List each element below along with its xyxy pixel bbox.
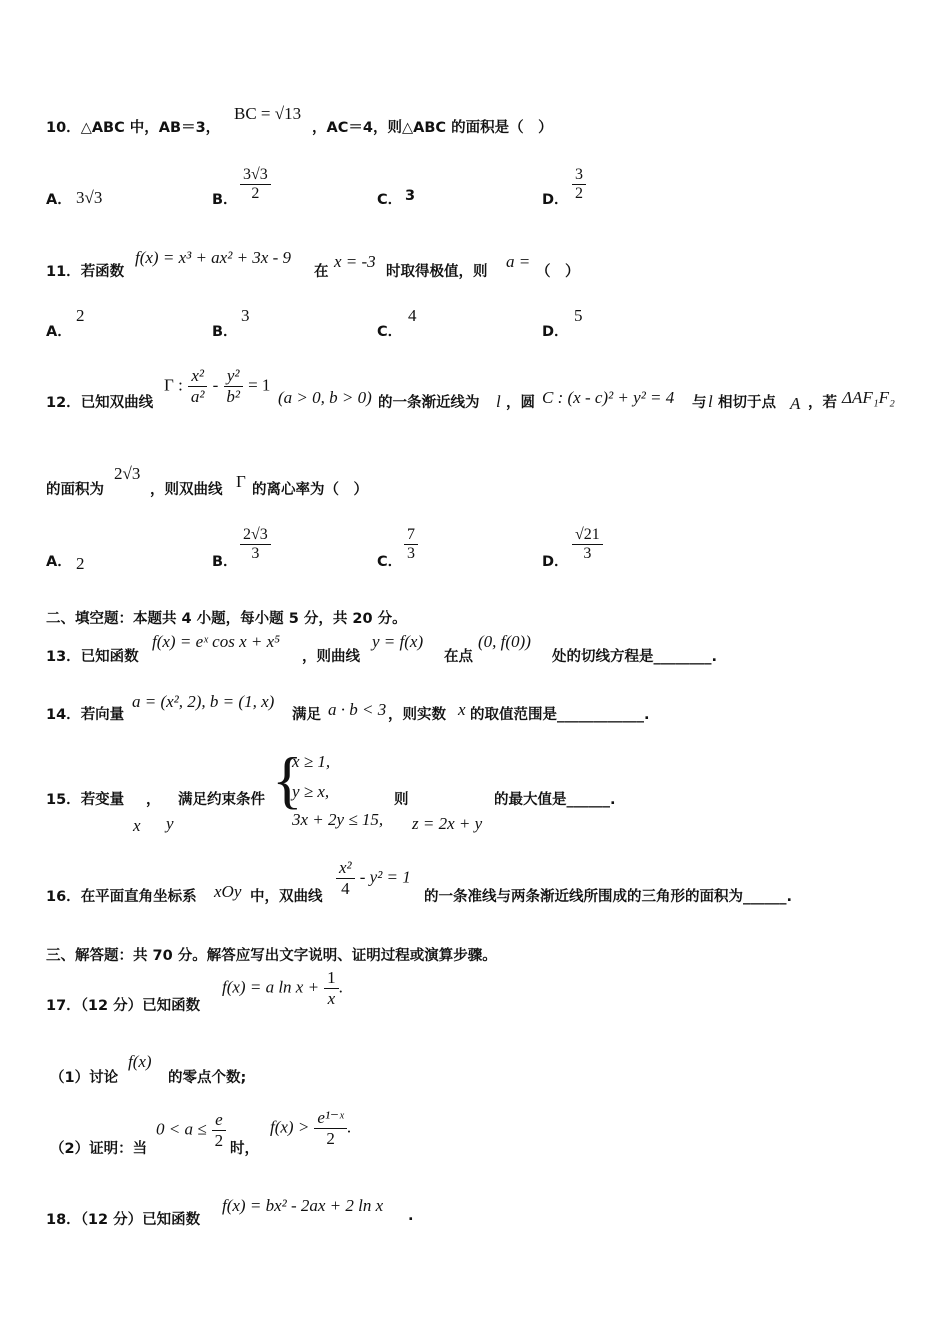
q15-constraint-1: x ≥ 1, — [292, 752, 331, 771]
q11-post: 时取得极值，则 — [386, 264, 488, 280]
q12-mid5: ，若 — [808, 395, 837, 411]
q12-opt-b-label: B． — [212, 554, 238, 570]
q12-opt-b-fraction: $\frac{2√3}{3}$ — [240, 526, 271, 564]
q13-stem-pre: 13．已知函数 — [46, 649, 139, 665]
q12-mid4: 相切于点 — [718, 395, 776, 411]
section-3-heading: 三、解答题：共 70 分。解答应写出文字说明、证明过程或演算步骤。 — [46, 948, 497, 964]
q14-stem-pre: 14．若向量 — [46, 707, 125, 723]
q10-opt-b-fraction: $\frac{3√3}{2}$ — [240, 166, 271, 204]
q12-opt-a-value: 2 — [76, 554, 85, 573]
q14-post: 的取值范围是____________. — [470, 707, 650, 723]
q12-opt-c-label: C． — [377, 554, 403, 570]
q11-opt-b-label: B． — [212, 324, 238, 340]
q15-constraint-3: 3x + 2y ≤ 15, — [292, 810, 384, 829]
q11-opt-a-value: 2 — [76, 306, 85, 325]
q11-opt-d-label: D． — [542, 324, 569, 340]
q16-xoy: xOy — [214, 882, 242, 901]
q13-mid2: 在点 — [444, 649, 473, 665]
q13-mid: ，则曲线 — [302, 649, 360, 665]
q12-hyperbola-equation: Γ : $\frac{\text{x²}}{\text{a²}}$ - $\frac{\text{y²}}{\text{b²}}$ = 1 — [164, 366, 271, 406]
q12-stem-pre: 12．已知双曲线 — [46, 395, 154, 411]
q11-opt-a-label: A． — [46, 324, 72, 340]
q12-line2-end: 的离心率为（ ） — [252, 482, 368, 498]
q15-then: 则 — [394, 792, 409, 808]
q12-gamma: Γ — [236, 472, 246, 491]
q12-mid3: 与 — [692, 395, 707, 411]
q12-circle: C : (x - c)² + y² = 4 — [542, 388, 675, 407]
q12-opt-d-fraction: $\frac{√21}{3}$ — [572, 526, 603, 564]
q10-opt-a-label: A． — [46, 192, 72, 208]
q10-opt-c-value: 3 — [405, 188, 416, 204]
q12-mid1: 的一条渐近线为 — [378, 395, 480, 411]
q12-triangle: ΔAF₁F₂ — [842, 388, 895, 407]
q12-mid2: ，圆 — [506, 395, 535, 411]
q11-stem-pre: 11．若函数 — [46, 264, 125, 280]
q12-opt-d-label: D． — [542, 554, 569, 570]
q12-line2-post: ，则双曲线 — [150, 482, 223, 498]
q12-opt-c-fraction: $\frac{7}{3}$ — [404, 526, 418, 564]
q17-part2-inequality: f(x) > $\frac{\text{e¹⁻ˣ}}{2}$ . — [270, 1108, 352, 1148]
q17-part1-label: （1）讨论 — [50, 1070, 119, 1086]
q15-comma: ， — [146, 792, 161, 808]
q10-stem-end: ，AC＝4，则△ABC 的面积是（ ） — [312, 120, 553, 136]
q17-part1-fx: f(x) — [128, 1052, 152, 1071]
q17-part2-mid: 时， — [230, 1141, 259, 1157]
q13-curve: y = f(x) — [372, 632, 424, 651]
q12-area: 2√3 — [114, 464, 141, 483]
q18-dot: . — [408, 1208, 414, 1224]
q15-var-y: y — [166, 814, 174, 833]
q14-condition: a · b < 3 — [328, 700, 387, 719]
q15-mid: 满足约束条件 — [178, 792, 265, 808]
q12-point-a: A — [790, 394, 801, 413]
q12-l-2: l — [708, 392, 713, 411]
q14-x: x — [458, 700, 466, 719]
q18-function: f(x) = bx² - 2ax + 2 ln x — [222, 1196, 384, 1215]
q10-opt-a-value: 3√3 — [76, 188, 103, 207]
q16-hyperbola: $\frac{\text{x²}}{4}$ - y² = 1 — [336, 858, 411, 898]
q15-var-x: x — [133, 816, 141, 835]
q17-part2-condition: 0 < a ≤ $\frac{e}{2}$ — [156, 1110, 226, 1150]
q14-mid2: ，则实数 — [388, 707, 446, 723]
q14-vectors: a = (x², 2), b = (1, x) — [132, 692, 275, 711]
q10-opt-b-label: B． — [212, 192, 238, 208]
q11-xval: x = -3 — [334, 252, 376, 271]
q11-a: a = — [506, 252, 531, 271]
q10-opt-c-label: C． — [377, 192, 403, 208]
q16-stem-pre: 16．在平面直角坐标系 — [46, 889, 197, 905]
q15-stem-pre: 15．若变量 — [46, 792, 125, 808]
q11-opt-c-label: C． — [377, 324, 403, 340]
q10-bc: BC = √13 — [234, 104, 302, 123]
q15-post: 的最大值是______. — [494, 792, 616, 808]
q12-condition: (a > 0, b > 0) — [278, 388, 372, 407]
q18-stem: 18．（12 分）已知函数 — [46, 1212, 201, 1228]
q17-part2-label: （2）证明：当 — [50, 1141, 148, 1157]
q11-mid: 在 — [314, 264, 329, 280]
q17-part1-post: 的零点个数; — [168, 1070, 247, 1086]
q12-opt-a-label: A． — [46, 554, 72, 570]
q12-line2-pre: 的面积为 — [46, 482, 104, 498]
q13-post: 处的切线方程是________. — [552, 649, 718, 665]
q11-opt-b-value: 3 — [241, 306, 250, 325]
q17-stem: 17．（12 分）已知函数 — [46, 998, 201, 1014]
q10-stem: 10．△ABC 中，AB＝3， — [46, 120, 221, 136]
q16-mid: 中，双曲线 — [250, 889, 323, 905]
q11-paren: （ ） — [536, 264, 580, 280]
q12-l: l — [496, 392, 501, 411]
q10-opt-d-fraction: $\frac{3}{2}$ — [572, 166, 586, 204]
section-2-heading: 二、填空题：本题共 4 小题，每小题 5 分，共 20 分。 — [46, 611, 407, 627]
q15-brace: { — [272, 744, 303, 815]
q10-opt-d-label: D． — [542, 192, 569, 208]
q11-opt-d-value: 5 — [574, 306, 583, 325]
q15-constraint-2: y ≥ x, — [292, 782, 330, 801]
q14-mid: 满足 — [292, 707, 321, 723]
q13-function: f(x) = eˣ cos x + x⁵ — [152, 632, 281, 651]
q16-post: 的一条准线与两条渐近线所围成的三角形的面积为______. — [424, 889, 793, 905]
q17-function: f(x) = a ln x + $\frac{1}{x}$ . — [222, 968, 343, 1008]
q13-point: (0, f(0)) — [478, 632, 531, 651]
q15-objective: z = 2x + y — [412, 814, 483, 833]
q11-function: f(x) = x³ + ax² + 3x - 9 — [135, 248, 291, 267]
q11-opt-c-value: 4 — [408, 306, 417, 325]
